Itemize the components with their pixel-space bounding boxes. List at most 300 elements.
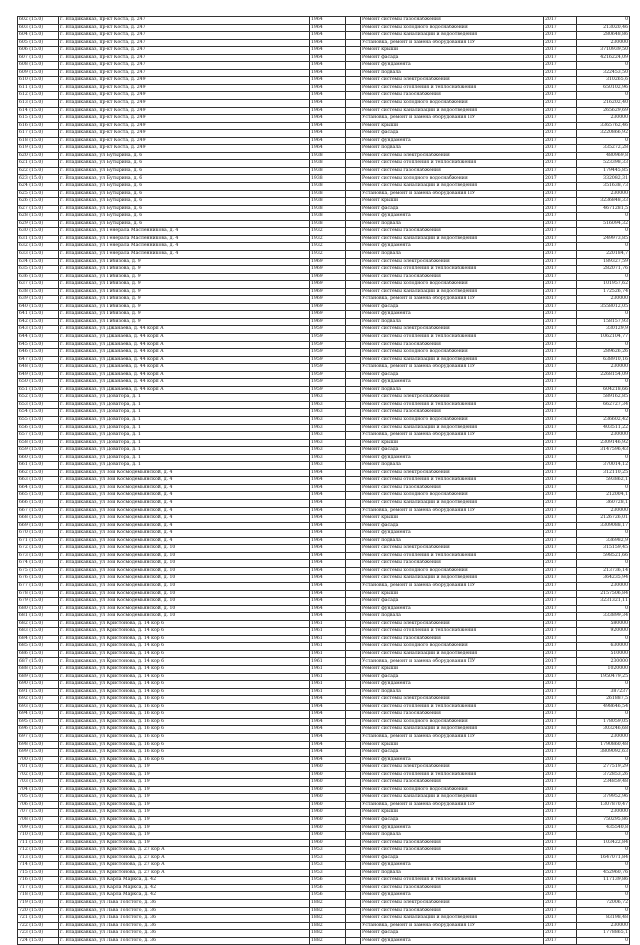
table-row — [18, 643, 630, 651]
empty-cell — [346, 937, 361, 945]
table-row — [18, 447, 630, 455]
cost-cell: 315159,45 — [577, 545, 630, 553]
row-number-cell: 719 (15.0) — [18, 899, 59, 907]
work-type-cell: Ремонт подвала — [361, 318, 544, 326]
work-type-cell: Ремонт системы канализации и водоотведения — [361, 356, 544, 364]
cost-cell: 523398,33 — [577, 160, 630, 168]
row-number-cell: 609 (15.0) — [18, 69, 59, 77]
empty-cell — [346, 726, 361, 734]
build-year-cell: 1956 — [310, 877, 346, 885]
build-year-cell: 1964 — [310, 718, 346, 726]
empty-cell — [346, 711, 361, 719]
build-year-cell: 1959 — [310, 333, 346, 341]
build-year-cell: 1959 — [310, 349, 346, 357]
row-number-cell: 721 (15.0) — [18, 915, 59, 923]
work-type-cell: Ремонт фундамента — [361, 379, 544, 387]
build-year-cell: 1969 — [310, 273, 346, 281]
empty-cell — [346, 454, 361, 462]
table-row — [18, 847, 630, 855]
address-cell: г. Владикавказ, пр-кт Коста, д. 247 — [59, 24, 310, 32]
cost-cell: 230000 — [577, 296, 630, 304]
work-type-cell: Ремонт фасада — [361, 930, 544, 938]
empty-cell — [346, 771, 361, 779]
plan-year-cell: 2017 — [544, 183, 577, 191]
cost-cell: 630000 — [577, 643, 630, 651]
build-year-cell: 1932 — [310, 243, 346, 251]
row-number-cell: 678 (15.0) — [18, 590, 59, 598]
plan-year-cell: 2017 — [544, 484, 577, 492]
address-cell: г. Владикавказ, ул Бутырина, д. 6 — [59, 152, 310, 160]
row-number-cell: 608 (15.0) — [18, 62, 59, 70]
plan-year-cell: 2017 — [544, 190, 577, 198]
table-body — [18, 17, 630, 945]
build-year-cell: 1938 — [310, 183, 346, 191]
work-type-cell: Ремонт системы отопления и теплоснабжения — [361, 401, 544, 409]
cost-cell: 3236848,33 — [577, 198, 630, 206]
cost-cell: 220184,7 — [577, 250, 630, 258]
empty-cell — [346, 318, 361, 326]
plan-year-cell: 2017 — [544, 711, 577, 719]
build-year-cell: 1882 — [310, 915, 346, 923]
row-number-cell: 625 (15.0) — [18, 190, 59, 198]
work-type-cell: Ремонт системы газоснабжения — [361, 167, 544, 175]
empty-cell — [346, 884, 361, 892]
address-cell: г. Владикавказ, ул Кристонова, д. 27 кор А — [59, 847, 310, 855]
empty-cell — [346, 424, 361, 432]
row-number-cell: 646 (15.0) — [18, 349, 59, 357]
build-year-cell: 1963 — [310, 454, 346, 462]
cost-cell: 312110,25 — [577, 469, 630, 477]
row-number-cell: 629 (15.0) — [18, 220, 59, 228]
empty-cell — [346, 733, 361, 741]
address-cell: г. Владикавказ, ул Кристонова, д. 19 — [59, 816, 310, 824]
build-year-cell: 1964 — [310, 726, 346, 734]
address-cell: г. Владикавказ, ул Кристонова, д. 16 кор 6 — [59, 733, 310, 741]
build-year-cell: 1938 — [310, 220, 346, 228]
address-cell: г. Владикавказ, ул Джанаева, д. 44 корп А — [59, 379, 310, 387]
address-cell: г. Владикавказ, ул Кристонова, д. 19 — [59, 832, 310, 840]
row-number-cell: 634 (15.0) — [18, 258, 59, 266]
empty-cell — [346, 17, 361, 25]
work-type-cell: Ремонт системы холодного водоснабжения — [361, 416, 544, 424]
address-cell: г. Владикавказ, пр-кт Коста, д. 247 — [59, 62, 310, 70]
work-type-cell: Ремонт фундамента — [361, 862, 544, 870]
address-cell: г. Владикавказ, ул Доватора, д. 1 — [59, 432, 310, 440]
table-row — [18, 907, 630, 915]
plan-year-cell: 2017 — [544, 341, 577, 349]
address-cell: г. Владикавказ, ул Кристонова, д. 16 кор 6 — [59, 703, 310, 711]
empty-cell — [346, 567, 361, 575]
empty-cell — [346, 892, 361, 900]
address-cell: г. Владикавказ, ул Кристонова, д. 14 кор 6 — [59, 620, 310, 628]
cost-cell: 336982,9 — [577, 537, 630, 545]
row-number-cell: 711 (15.0) — [18, 839, 59, 847]
work-type-cell: Ремонт системы холодного водоснабжения — [361, 492, 544, 500]
cost-cell: 261887,5 — [577, 696, 630, 704]
cost-cell: 0 — [577, 605, 630, 613]
address-cell: г. Владикавказ, ул Гибизова, д. 9 — [59, 288, 310, 296]
empty-cell — [346, 198, 361, 206]
cost-cell: 179445,85 — [577, 167, 630, 175]
plan-year-cell: 2017 — [544, 628, 577, 636]
table-row — [18, 764, 630, 772]
plan-year-cell: 2017 — [544, 477, 577, 485]
cost-cell: 249973,85 — [577, 235, 630, 243]
table-row — [18, 47, 630, 55]
cost-cell: 3558012,05 — [577, 303, 630, 311]
plan-year-cell: 2017 — [544, 522, 577, 530]
cost-cell: 72006,72 — [577, 899, 630, 907]
build-year-cell: 1961 — [310, 643, 346, 651]
table-row — [18, 258, 630, 266]
row-number-cell: 662 (15.0) — [18, 469, 59, 477]
cost-cell: 604218,66 — [577, 386, 630, 394]
build-year-cell: 1963 — [310, 394, 346, 402]
build-year-cell: 1964 — [310, 69, 346, 77]
row-number-cell: 661 (15.0) — [18, 462, 59, 470]
cost-cell: 498646,54 — [577, 703, 630, 711]
work-type-cell: Ремонт системы отопления и теплоснабжения — [361, 771, 544, 779]
row-number-cell: 624 (15.0) — [18, 183, 59, 191]
table-row — [18, 137, 630, 145]
plan-year-cell: 2017 — [544, 643, 577, 651]
plan-year-cell: 2017 — [544, 688, 577, 696]
address-cell: г. Владикавказ, ул Бутырина, д. 6 — [59, 175, 310, 183]
empty-cell — [346, 32, 361, 40]
row-number-cell: 677 (15.0) — [18, 583, 59, 591]
cost-cell: 230000 — [577, 658, 630, 666]
cost-cell: 2268154,09 — [577, 371, 630, 379]
address-cell: г. Владикавказ, ул Кристонова, д. 19 — [59, 794, 310, 802]
empty-cell — [346, 220, 361, 228]
build-year-cell: 1964 — [310, 47, 346, 55]
address-cell: г. Владикавказ, ул Льва Толстого, д. 36 — [59, 937, 310, 945]
address-cell: г. Владикавказ, ул Бутырина, д. 6 — [59, 220, 310, 228]
address-cell: г. Владикавказ, ул Кристонова, д. 14 кор 6 — [59, 650, 310, 658]
plan-year-cell: 2017 — [544, 854, 577, 862]
row-number-cell: 657 (15.0) — [18, 432, 59, 440]
table-row — [18, 318, 630, 326]
empty-cell — [346, 816, 361, 824]
table-row — [18, 515, 630, 523]
plan-year-cell: 2017 — [544, 824, 577, 832]
address-cell: г. Владикавказ, пр-кт Коста, д. 249 — [59, 137, 310, 145]
empty-cell — [346, 213, 361, 221]
table-row — [18, 877, 630, 885]
plan-year-cell: 2017 — [544, 447, 577, 455]
build-year-cell: 1964 — [310, 583, 346, 591]
build-year-cell: 1964 — [310, 492, 346, 500]
table-row — [18, 379, 630, 387]
cost-cell: 216202,40 — [577, 100, 630, 108]
table-row — [18, 130, 630, 138]
table-row — [18, 507, 630, 515]
plan-year-cell: 2017 — [544, 432, 577, 440]
row-number-cell: 633 (15.0) — [18, 250, 59, 258]
address-cell: г. Владикавказ, ул Льва Толстого, д. 36 — [59, 915, 310, 923]
build-year-cell: 1964 — [310, 477, 346, 485]
plan-year-cell: 2017 — [544, 613, 577, 621]
table-row — [18, 220, 630, 228]
build-year-cell: 1964 — [310, 696, 346, 704]
table-row — [18, 24, 630, 32]
table-row — [18, 749, 630, 757]
cost-cell: 3147596,43 — [577, 447, 630, 455]
plan-year-cell: 2017 — [544, 726, 577, 734]
empty-cell — [346, 69, 361, 77]
empty-cell — [346, 779, 361, 787]
work-type-cell: Установка, ремонт и замена оборудования ПУ — [361, 583, 544, 591]
plan-year-cell: 2017 — [544, 862, 577, 870]
empty-cell — [346, 416, 361, 424]
build-year-cell: 1961 — [310, 650, 346, 658]
cost-cell: 310265,6 — [577, 77, 630, 85]
cost-cell: 0 — [577, 454, 630, 462]
table-row — [18, 190, 630, 198]
row-number-cell: 620 (15.0) — [18, 152, 59, 160]
plan-year-cell: 2017 — [544, 764, 577, 772]
plan-year-cell: 2017 — [544, 560, 577, 568]
empty-cell — [346, 447, 361, 455]
address-cell: г. Владикавказ, ул Кристонова, д. 14 кор 6 — [59, 658, 310, 666]
build-year-cell: 1938 — [310, 190, 346, 198]
work-type-cell: Ремонт фундамента — [361, 311, 544, 319]
work-type-cell: Ремонт системы газоснабжения — [361, 484, 544, 492]
address-cell: г. Владикавказ, ул Льва Толстого, д. 36 — [59, 922, 310, 930]
build-year-cell: 1964 — [310, 530, 346, 538]
row-number-cell: 617 (15.0) — [18, 130, 59, 138]
row-number-cell: 612 (15.0) — [18, 92, 59, 100]
table-row — [18, 726, 630, 734]
empty-cell — [346, 296, 361, 304]
cost-cell: 1307870,47 — [577, 801, 630, 809]
table-row — [18, 235, 630, 243]
plan-year-cell: 2017 — [544, 356, 577, 364]
plan-year-cell: 2017 — [544, 54, 577, 62]
address-cell: г. Владикавказ, ул Доватора, д. 1 — [59, 409, 310, 417]
row-number-cell: 694 (15.0) — [18, 711, 59, 719]
table-row — [18, 477, 630, 485]
empty-cell — [346, 515, 361, 523]
table-row — [18, 628, 630, 636]
build-year-cell: 1961 — [310, 635, 346, 643]
work-type-cell: Ремонт фасада — [361, 130, 544, 138]
cost-cell: 1778865,1 — [577, 930, 630, 938]
work-type-cell: Ремонт системы отопления и теплоснабжения — [361, 266, 544, 274]
work-type-cell: Ремонт фасада — [361, 522, 544, 530]
address-cell: г. Владикавказ, ул Кристонова, д. 14 кор 6 — [59, 666, 310, 674]
work-type-cell: Ремонт фундамента — [361, 454, 544, 462]
cost-cell: 3309088,17 — [577, 522, 630, 530]
row-number-cell: 702 (15.0) — [18, 771, 59, 779]
row-number-cell: 705 (15.0) — [18, 794, 59, 802]
build-year-cell: 1959 — [310, 371, 346, 379]
row-number-cell: 642 (15.0) — [18, 318, 59, 326]
row-number-cell: 648 (15.0) — [18, 364, 59, 372]
empty-cell — [346, 145, 361, 153]
table-row — [18, 39, 630, 47]
address-cell: г. Владикавказ, ул Кристонова, д. 14 кор 6 — [59, 628, 310, 636]
table-row — [18, 832, 630, 840]
address-cell: г. Владикавказ, ул Кристонова, д. 16 кор 6 — [59, 718, 310, 726]
empty-cell — [346, 250, 361, 258]
plan-year-cell: 2017 — [544, 673, 577, 681]
empty-cell — [346, 160, 361, 168]
plan-year-cell: 2017 — [544, 326, 577, 334]
row-number-cell: 649 (15.0) — [18, 371, 59, 379]
empty-cell — [346, 922, 361, 930]
empty-cell — [346, 243, 361, 251]
plan-year-cell: 2017 — [544, 167, 577, 175]
address-cell: г. Владикавказ, ул Кристонова, д. 19 — [59, 771, 310, 779]
cost-cell: 662727,34 — [577, 401, 630, 409]
address-cell: г. Владикавказ, пр-кт Коста, д. 247 — [59, 54, 310, 62]
plan-year-cell: 2017 — [544, 92, 577, 100]
row-number-cell: 704 (15.0) — [18, 786, 59, 794]
build-year-cell: 1960 — [310, 839, 346, 847]
row-number-cell: 675 (15.0) — [18, 567, 59, 575]
build-year-cell: 1964 — [310, 17, 346, 25]
plan-year-cell: 2017 — [544, 77, 577, 85]
table-row — [18, 205, 630, 213]
empty-cell — [346, 718, 361, 726]
address-cell: г. Владикавказ, ул Доватора, д. 1 — [59, 401, 310, 409]
table-row — [18, 522, 630, 530]
build-year-cell: 1953 — [310, 862, 346, 870]
cost-cell: 370014,12 — [577, 462, 630, 470]
row-number-cell: 656 (15.0) — [18, 424, 59, 432]
empty-cell — [346, 266, 361, 274]
row-number-cell: 659 (15.0) — [18, 447, 59, 455]
row-number-cell: 724 (15.0) — [18, 937, 59, 945]
work-type-cell: Установка, ремонт и замена оборудования ПУ — [361, 922, 544, 930]
plan-year-cell: 2017 — [544, 379, 577, 387]
empty-cell — [346, 930, 361, 938]
plan-year-cell: 2017 — [544, 266, 577, 274]
table-row — [18, 77, 630, 85]
build-year-cell: 1964 — [310, 122, 346, 130]
address-cell: г. Владикавказ, ул Кристонова, д. 16 кор 6 — [59, 726, 310, 734]
empty-cell — [346, 650, 361, 658]
plan-year-cell: 2017 — [544, 349, 577, 357]
build-year-cell: 1938 — [310, 205, 346, 213]
row-number-cell: 680 (15.0) — [18, 605, 59, 613]
cost-cell: 1950479,25 — [577, 673, 630, 681]
address-cell: г. Владикавказ, ул Гибизова, д. 9 — [59, 318, 310, 326]
empty-cell — [346, 899, 361, 907]
empty-cell — [346, 409, 361, 417]
empty-cell — [346, 741, 361, 749]
row-number-cell: 651 (15.0) — [18, 386, 59, 394]
row-number-cell: 653 (15.0) — [18, 401, 59, 409]
address-cell: г. Владикавказ, ул Кристонова, д. 16 кор 6 — [59, 741, 310, 749]
address-cell: г. Владикавказ, ул Льва Толстого, д. 36 — [59, 907, 310, 915]
build-year-cell: 1961 — [310, 673, 346, 681]
empty-cell — [346, 583, 361, 591]
plan-year-cell: 2017 — [544, 658, 577, 666]
work-type-cell: Ремонт фундамента — [361, 530, 544, 538]
empty-cell — [346, 635, 361, 643]
address-cell: г. Владикавказ, ул Генерала Масленникова, д. 4 — [59, 243, 310, 251]
work-type-cell: Ремонт системы газоснабжения — [361, 17, 544, 25]
work-type-cell: Ремонт системы электроснабжения — [361, 899, 544, 907]
work-type-cell: Ремонт фасада — [361, 303, 544, 311]
table-row — [18, 107, 630, 115]
table-row — [18, 779, 630, 787]
plan-year-cell: 2017 — [544, 907, 577, 915]
row-number-cell: 604 (15.0) — [18, 32, 59, 40]
plan-year-cell: 2017 — [544, 915, 577, 923]
plan-year-cell: 2017 — [544, 892, 577, 900]
address-cell: г. Владикавказ, ул Джанаева, д. 44 корп А — [59, 371, 310, 379]
row-number-cell: 614 (15.0) — [18, 107, 59, 115]
build-year-cell: 1938 — [310, 198, 346, 206]
cost-cell: 303246,68 — [577, 726, 630, 734]
row-number-cell: 626 (15.0) — [18, 198, 59, 206]
address-cell: г. Владикавказ, пр-кт Коста, д. 247 — [59, 17, 310, 25]
work-type-cell: Ремонт фундамента — [361, 937, 544, 945]
cost-cell: 0 — [577, 847, 630, 855]
address-cell: г. Владикавказ, ул Льва Толстого, д. 36 — [59, 899, 310, 907]
address-cell: г. Владикавказ, ул Кристонова, д. 16 кор 6 — [59, 749, 310, 757]
plan-year-cell: 2017 — [544, 303, 577, 311]
cost-cell: 0 — [577, 892, 630, 900]
work-type-cell: Ремонт системы канализации и водоотведения — [361, 32, 544, 40]
address-cell: г. Владикавказ, ул Зои Космодемьянской, д. 10 — [59, 575, 310, 583]
empty-cell — [346, 620, 361, 628]
row-number-cell: 667 (15.0) — [18, 507, 59, 515]
plan-year-cell: 2017 — [544, 137, 577, 145]
cost-cell: 322453,50 — [577, 69, 630, 77]
work-type-cell: Ремонт системы канализации и водоотведения — [361, 575, 544, 583]
build-year-cell: 1963 — [310, 424, 346, 432]
table-row — [18, 17, 630, 25]
plan-year-cell: 2017 — [544, 394, 577, 402]
address-cell: г. Владикавказ, пр-кт Коста, д. 249 — [59, 115, 310, 123]
build-year-cell: 1964 — [310, 756, 346, 764]
empty-cell — [346, 39, 361, 47]
table-row — [18, 84, 630, 92]
empty-cell — [346, 100, 361, 108]
work-type-cell: Ремонт системы газоснабжения — [361, 228, 544, 236]
cost-cell: 0 — [577, 786, 630, 794]
address-cell: г. Владикавказ, ул Джанаева, д. 44 корп А — [59, 356, 310, 364]
table-row — [18, 681, 630, 689]
build-year-cell: 1959 — [310, 386, 346, 394]
work-type-cell: Ремонт подвала — [361, 462, 544, 470]
table-row — [18, 69, 630, 77]
work-type-cell: Установка, ремонт и замена оборудования ПУ — [361, 115, 544, 123]
empty-cell — [346, 24, 361, 32]
cost-cell: 282071,76 — [577, 266, 630, 274]
work-type-cell: Ремонт системы газоснабжения — [361, 560, 544, 568]
empty-cell — [346, 333, 361, 341]
empty-cell — [346, 130, 361, 138]
row-number-cell: 613 (15.0) — [18, 100, 59, 108]
plan-year-cell: 2017 — [544, 756, 577, 764]
plan-year-cell: 2017 — [544, 364, 577, 372]
table-row — [18, 673, 630, 681]
build-year-cell: 1882 — [310, 922, 346, 930]
empty-cell — [346, 756, 361, 764]
row-number-cell: 699 (15.0) — [18, 749, 59, 757]
row-number-cell: 630 (15.0) — [18, 228, 59, 236]
build-year-cell: 1969 — [310, 266, 346, 274]
cost-cell: 236602,42 — [577, 416, 630, 424]
table-row — [18, 650, 630, 658]
empty-cell — [346, 560, 361, 568]
row-number-cell: 683 (15.0) — [18, 628, 59, 636]
